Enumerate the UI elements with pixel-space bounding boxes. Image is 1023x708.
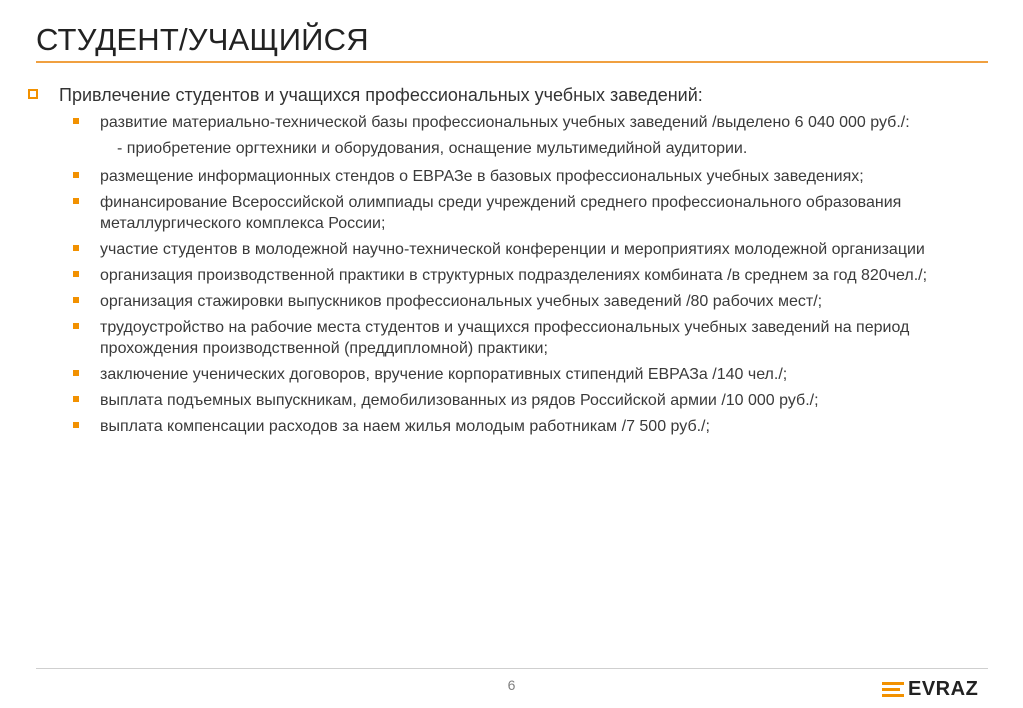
square-bullet-icon — [73, 396, 79, 402]
list-item — [73, 239, 1003, 260]
footer-divider — [36, 668, 988, 669]
list-item-text: финансирование Всероссийской олимпиады среди учреждений среднего профессионального образования металлургического комплекса России; — [100, 194, 902, 232]
list-item-text: организация стажировки выпускников профессиональных учебных заведений /80 рабочих мест/; — [100, 293, 823, 310]
list-item — [73, 291, 1003, 312]
list-item — [73, 192, 1003, 234]
main-point-text: Привлечение студентов и учащихся профессиональных учебных заведений: — [59, 85, 703, 105]
square-bullet-icon — [73, 323, 79, 329]
square-bullet-icon — [73, 245, 79, 251]
slide-title: СТУДЕНТ/УЧАЩИЙСЯ — [36, 22, 369, 57]
page-number: 6 — [507, 677, 516, 693]
square-bullet-icon — [73, 118, 79, 124]
list-item — [73, 166, 1003, 187]
square-bullet-icon — [73, 271, 79, 277]
logo-text: EVRAZ — [908, 678, 979, 700]
list-item-text: участие студентов в молодежной научно-технической конференции и мероприятиях молодежной организации — [100, 241, 925, 258]
list-item-text: выплата компенсации расходов за наем жилья молодым работникам /7 500 руб./; — [100, 418, 710, 435]
square-bullet-icon — [73, 370, 79, 376]
list-item — [73, 416, 1003, 437]
list-item-text: выплата подъемных выпускникам, демобилизованных из рядов Российской армии /10 000 руб./; — [100, 392, 819, 409]
main-point — [28, 84, 1003, 106]
square-bullet-icon — [73, 198, 79, 204]
evraz-logo — [882, 678, 978, 701]
square-bullet-icon — [73, 297, 79, 303]
square-bullet-icon — [73, 422, 79, 428]
square-bullet-icon — [73, 172, 79, 178]
hollow-square-bullet-icon — [28, 89, 38, 99]
list-item — [73, 390, 1003, 411]
list-item-text: организация производственной практики в структурных подразделениях комбината /в среднем за год 820чел./; — [100, 267, 928, 284]
slide-content — [28, 84, 1003, 442]
list-item-text: трудоустройство на рабочие места студентов и учащихся профессиональных учебных заведений на период прохождения производственной (преддипломной) практики; — [100, 319, 910, 357]
list-item-text: размещение информационных стендов о ЕВРАЗе в базовых профессиональных учебных заведениях; — [100, 168, 864, 185]
list-item — [73, 364, 1003, 385]
title-underline — [36, 61, 988, 63]
list-item — [73, 317, 1003, 359]
list-item-text: развитие материально-технической базы профессиональных учебных заведений /выделено 6 040 000 руб./: — [100, 114, 910, 131]
list-item — [73, 112, 1003, 133]
evraz-stripes-icon — [882, 681, 904, 699]
list-item — [73, 265, 1003, 286]
sub-item: - приобретение оргтехники и оборудования, оснащение мультимедийной аудитории. — [117, 140, 748, 157]
list-item-text: заключение ученических договоров, вручение корпоративных стипендий ЕВРАЗа /140 чел./; — [100, 366, 788, 383]
